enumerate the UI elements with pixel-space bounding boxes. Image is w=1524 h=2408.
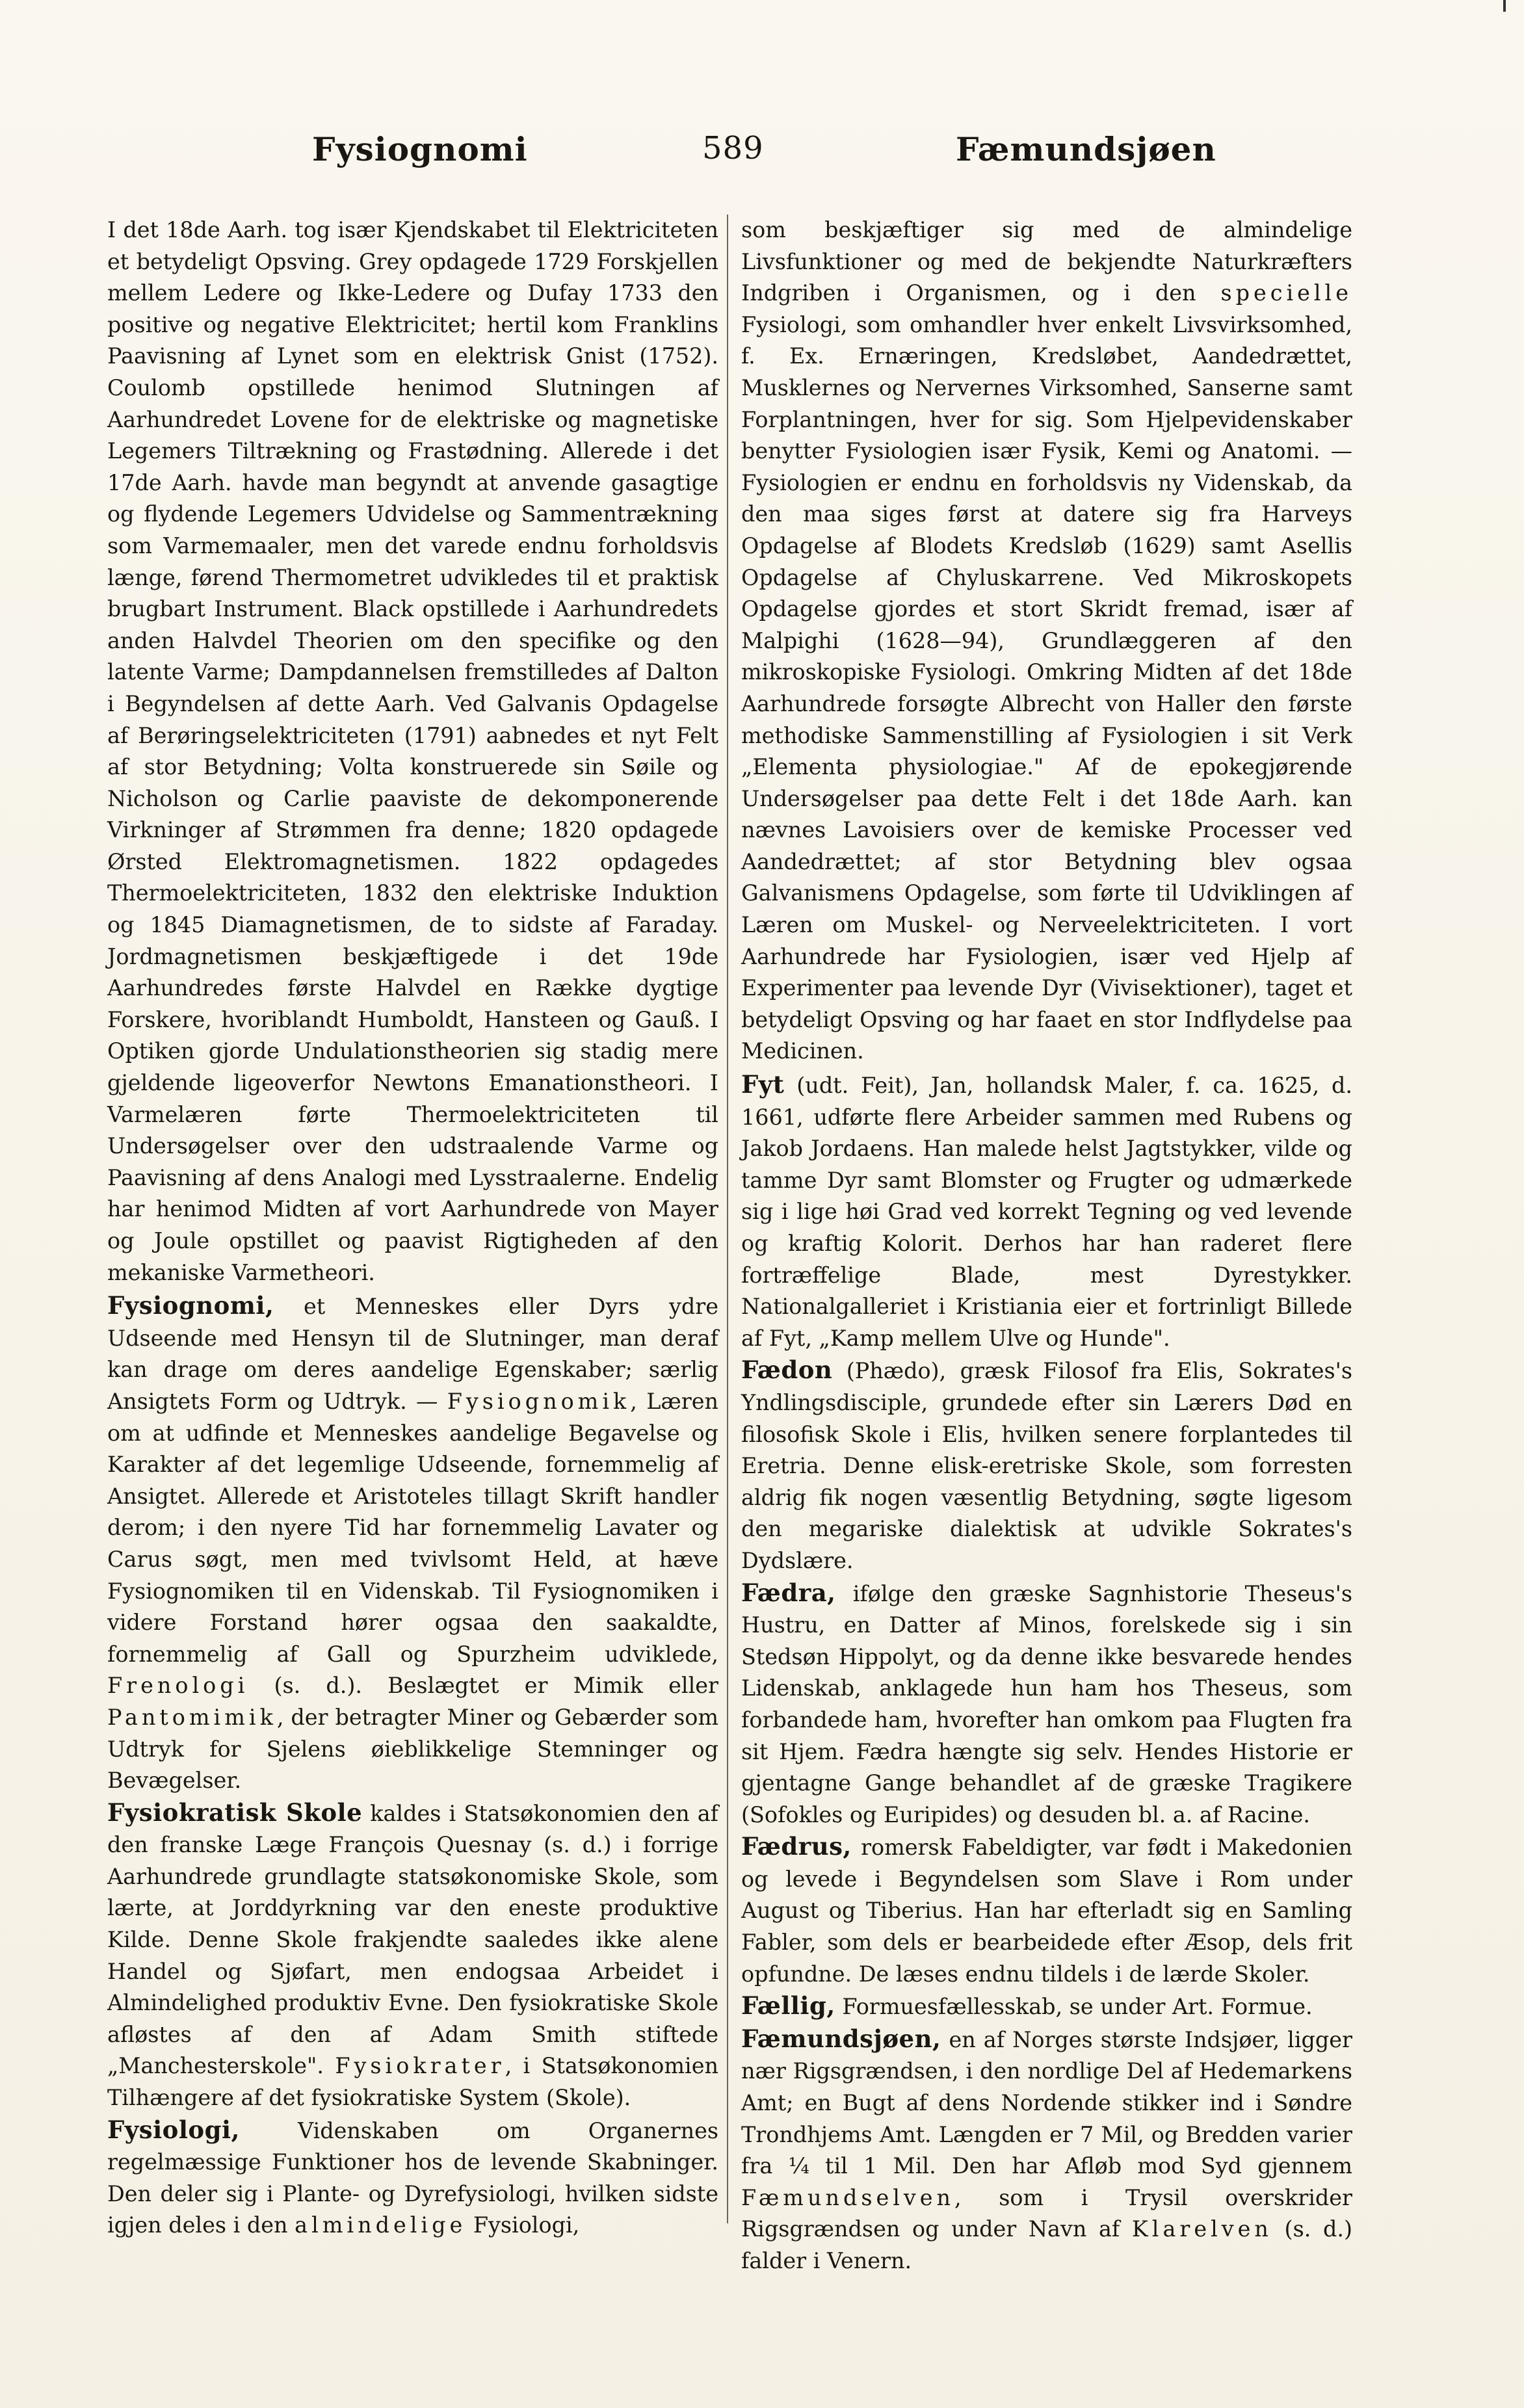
spaced-term: Klarelven [1131, 2216, 1272, 2242]
entry-text: (udt. Feit), Jan, hollandsk Maler, f. ca. 1625, d. 1661, udførte flere Arbeider sammen med Rubens og Jakob Jordaens. Han malede helst Jagtstykker, vilde og tamme Dyr samt Blomster og Frugter og udmærkede sig i lige høi Grad ved korrekt Tegning og ved levende og kraftig Kolorit. Derhos har han raderet flere fortræffelige Blade, mest Dyrestykker. Nationalgalleriet i Kristiania eier et fortrinligt Billede af Fyt, „Kamp mellem Ulve og Hunde". [741, 1073, 1352, 1351]
entry-faemundsjoen [741, 2023, 1352, 2277]
entry-text: Videnskaben om Organernes regelmæssige Funktioner hos de levende Skabninger. Den deler sig i Plante- og Dyrefysiologi, hvilken sidste igjen deles i den [107, 2117, 718, 2238]
spaced-term: Pantomimik [107, 1704, 277, 1730]
entry-text: kaldes i Statsøkonomien den af den franske Læge François Quesnay (s. d.) i forrige Aarhundrede grundlagte statsøkonomiske Skole, som lærte, at Jorddyrkning var den eneste produktive Kilde. Denne Skole frakjendte saaledes ikke alene Handel og Sjøfart, men endogsaa Arbeidet i Almindelighed produktiv Evne. Den fysiokratiske Skole afløstes af den af Adam Smith stiftede „Manchesterskole". [107, 1800, 718, 2079]
spaced-term: Frenologi [107, 1673, 249, 1699]
page-header [91, 130, 1352, 189]
intro-paragraph: I det 18de Aarh. tog især Kjendskabet til Elektriciteten et betydeligt Opsving. Grey opdagede 1729 Forskjellen mellem Ledere og Ikke-Ledere og Dufay 1733 den positive og negative Elektricitet; hertil kom Franklins Paavisning af Lynet som en elektrisk Gnist (1752). Coulomb opstillede henimod Slutningen af Aarhundredet Lovene for de elektriske og magnetiske Legemers Tiltrækning og Frastødning. Allerede i det 17de Aarh. havde man begyndt at anvende gasagtige og flydende Legemers Udvidelse og Sammentrækning som Varmemaaler, men det varede endnu forholdsvis længe, førend Thermometret udvikledes til et praktisk brugbart Instrument. Black opstillede i Aarhundredets anden Halvdel Theorien om den specifike og den latente Varme; Dampdannelsen fremstilledes af Dalton i Begyndelsen af dette Aarh. Ved Galvanis Opdagelse af Berøringselektriciteten (1791) aabnedes et nyt Felt af stor Betydning; Volta konstruerede sin Søile og Nicholson og Carlie paaviste de dekomponerende Virkninger af Strømmen fra denne; 1820 opdagede Ørsted Elektromagnetismen. 1822 opdagedes Thermoelektriciteten, 1832 den elektriske Induktion og 1845 Diamagnetismen, de to sidste af Faraday. Jordmagnetismen beskjæftigede i det 19de Aarhundredes første Halvdel en Række dygtige Forskere, hvoriblandt Humboldt, Hansteen og Gauß. I Optiken gjorde Undulationstheorien sig stadig mere gjeldende ligeoverfor Newtons Emanationstheori. I Varmelæren førte Thermoelektriciteten til Undersøgelser over den udstraalende Varme og Paavisning af dens Analogi med Lysstraalerne. Endelig har henimod Midten af vort Aarhundrede von Mayer og Joule opstillet og paavist Rigtigheden af den mekaniske Varmetheori. [107, 217, 718, 1285]
spaced-term: Fysiognomik [447, 1388, 631, 1414]
page-number: 589 [702, 130, 764, 166]
left-running-headword: Fysiognomi [312, 130, 528, 168]
left-column [107, 215, 718, 2242]
entry-text: ifølge den græske Sagnhistorie Theseus's Hustru, en Datter af Minos, forelskede sig i sin Stedsøn Hippolyt, og da denne ikke besvarede hendes Lidenskab, anklagede hun ham hos Theseus, som forbandede ham, hvorefter han omkom paa Flugten fra sit Hjem. Fædra hængte sig selv. Hendes Historie er gjentagne Gange behandlet af de græske Tragikere (Sofokles og Euripides) og desuden bl. a. af Racine. [741, 1580, 1352, 1827]
entry-text: (s. d.). Beslægtet er Mimik eller [248, 1673, 718, 1699]
entry-faedon [741, 1354, 1352, 1577]
entry-fyt [741, 1069, 1352, 1354]
spaced-term: Fæmundselven [741, 2184, 955, 2210]
lemma: Fysiognomi, [107, 1291, 274, 1320]
entry-fysiognomi [107, 1290, 718, 1797]
right-running-headword: Fæmundsjøen [956, 130, 1216, 168]
entry-faedrus [741, 1831, 1352, 1990]
lemma: Fædrus, [741, 1832, 852, 1861]
entry-text: , i Statsøkonomien Tilhængere af det fysiokratiske System (Skole). [107, 2053, 719, 2111]
corner-mark [1503, 0, 1506, 12]
entry-fysiologi [107, 2114, 718, 2242]
spaced-term: almindelige [295, 2212, 467, 2238]
lemma: Fysiologi, [107, 2115, 240, 2144]
entry-text: Fysiologi, som omhandler hver enkelt Livsvirksomhed, f. Ex. Ernæringen, Kredsløbet, Aandedrættet, Musklernes og Nervernes Virksomhed, Sanserne samt Forplantningen, hver for sig. Som Hjelpevidenskaber benytter Fysiologien især Fysik, Kemi og Anatomi. — Fysiologien er endnu en forholdsvis ny Videnskab, da den maa siges først at datere sig fra Harveys Opdagelse af Blodets Kredsløb (1629) samt Asellis Opdagelse af Chyluskarrene. Ved Mikroskopets Opdagelse gjordes et stort Skridt fremad, især af Malpighi (1628—94), Grundlæggeren af den mikroskopiske Fysiologi. Omkring Midten af det 18de Aarhundrede forsøgte Albrecht von Haller den første methodiske Sammenstilling af Fysiologien i sit Verk „Elementa physiologiae." Af de epokegjørende Undersøgelser paa dette Felt i det 18de Aarh. kan nævnes Lavoisiers over de kemiske Processer ved Aandedrættet; af stor Betydning blev ogsaa Galvanismens Opdagelse, som førte til Udviklingen af Læren om Muskel- og Nerveelektriciteten. I vort Aarhundrede har Fysiologien, især ved Hjelp af Experimenter paa levende Dyr (Vivisektioner), taget et betydeligt Opsving og har faaet en stor Indflydelse paa Medicinen. [741, 311, 1352, 1064]
entry-text: , som i Trysil overskrider Rigsgrændsen og under Navn af [741, 2184, 1352, 2242]
entry-faellig [741, 1990, 1352, 2023]
lemma: Fællig, [741, 1991, 835, 2021]
entry-text: , Læren om at udfinde et Menneskes aandelige Begavelse og Karakter af det legemlige Udseende, fornemmelig af Ansigtet. Allerede et Aristoteles tillagt Skrift handler derom; i den nyere Tid har fornemmelig Lavater og Carus søgt, men med tvivlsomt Held, at hæve Fysiognomiken til en Videnskab. Til Fysiognomiken i videre Forstand hører ogsaa den saakaldte, fornemmelig af Gall og Spurzheim udviklede, [107, 1388, 718, 1667]
lemma: Fæmundsjøen, [741, 2024, 941, 2053]
lemma: Fædra, [741, 1578, 836, 1607]
entry-fysiokratisk-skole [107, 1797, 718, 2114]
entry-faedra [741, 1577, 1352, 1831]
fysiologi-continuation [741, 215, 1352, 1067]
column-divider [727, 215, 728, 2223]
entry-text: en af Norges største Indsjøer, ligger nær Rigsgrændsen, i den nordlige Del af Hedemarkens Amt; en Bugt af dens Nordende stikker ind i Søndre Trondhjems Amt. Længden er 7 Mil, og Bredden varier fra ¼ til 1 Mil. Den har Afløb mod Syd gjennem [741, 2026, 1352, 2179]
lemma: Fædon [741, 1355, 833, 1385]
entry-text: (Phædo), græsk Filosof fra Elis, Sokrates's Yndlingsdisciple, grundede efter sin Lærers Død en filosofisk Skole i Elis, hvilken senere forplantedes til Eretria. Denne elisk-eretriske Skole, som forresten aldrig fik nogen væsentlig Betydning, søgte ligesom den megariske dialektisk at udvikle Sokrates's Dydslære. [741, 1358, 1352, 1573]
entry-text: som beskjæftiger sig med de almindelige Livsfunktioner og med de bekjendte Naturkræfters Indgriben i Organismen, og i den [741, 217, 1352, 306]
entry-text: romersk Fabeldigter, var født i Makedonien og levede i Begyndelsen som Slave i Rom under August og Tiberius. Han har efterladt sig en Samling Fabler, som dels er bearbeidede efter Æsop, dels frit opfundne. De læses endnu tildels i de lærde Skoler. [741, 1835, 1352, 1987]
right-column [741, 215, 1352, 2277]
entry-text: (s. d.) falder i Venern. [741, 2216, 1352, 2273]
spaced-term: Fysiokrater [335, 2053, 505, 2079]
entry-text: et Menneskes eller Dyrs ydre Udseende med Hensyn til de Slutninger, man deraf kan drage om deres aandelige Egenskaber; særlig Ansigtets Form og Udtryk. — [107, 1294, 718, 1414]
spaced-term: specielle [1220, 280, 1352, 306]
lemma: Fyt [741, 1070, 785, 1099]
lemma: Fysiokratisk Skole [107, 1798, 363, 1827]
entry-text: , der betragter Miner og Gebærder som Udtryk for Sjelens øieblikkelige Stemninger og Bevægelser. [107, 1704, 718, 1794]
entry-text: Fysiologi, [466, 2212, 580, 2238]
entry-text: Formuesfællesskab, se under Art. Formue. [835, 1994, 1313, 2020]
